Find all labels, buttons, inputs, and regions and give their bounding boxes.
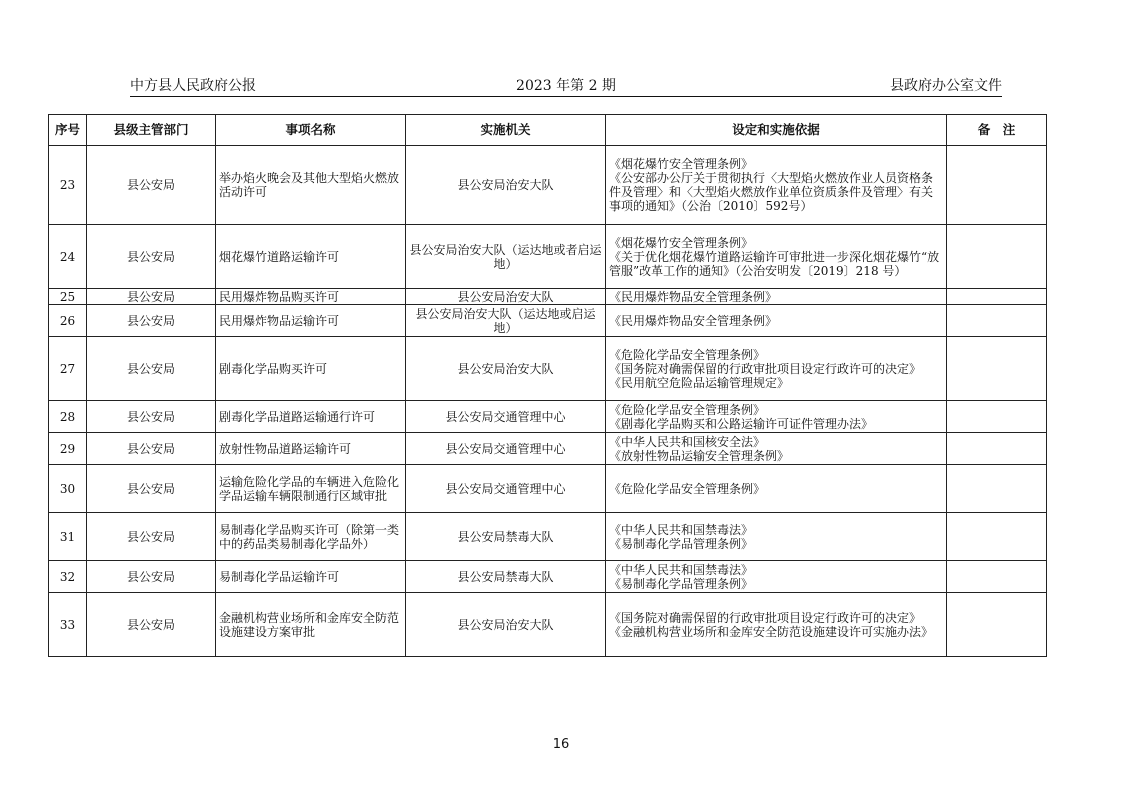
row-seq: 23	[49, 146, 87, 225]
header-issue: 2023 年第 2 期	[516, 78, 616, 94]
row-item: 运输危险化学品的车辆进入危险化学品运输车辆限制通行区域审批	[216, 465, 406, 513]
row-item: 民用爆炸物品购买许可	[216, 289, 406, 305]
basis-reference: 《放射性物品运输安全管理条例》	[609, 448, 790, 463]
page-header	[130, 76, 1002, 97]
row-seq: 28	[49, 401, 87, 433]
basis-reference: 《危险化学品安全管理条例》	[609, 481, 766, 496]
row-agency: 县公安局交通管理中心	[406, 401, 606, 433]
row-basis	[606, 593, 947, 657]
row-note	[947, 289, 1047, 305]
row-note	[947, 337, 1047, 401]
row-basis	[606, 401, 947, 433]
basis-reference: 《烟花爆竹安全管理条例》	[609, 235, 754, 250]
row-agency: 县公安局治安大队	[406, 289, 606, 305]
row-seq: 27	[49, 337, 87, 401]
table-row	[49, 146, 1047, 225]
row-basis	[606, 146, 947, 225]
basis-reference: 《剧毒化学品购买和公路运输许可证件管理办法》	[609, 416, 874, 431]
basis-reference: 《危险化学品安全管理条例》	[609, 402, 766, 417]
table-row	[49, 305, 1047, 337]
row-item: 金融机构营业场所和金库安全防范设施建设方案审批	[216, 593, 406, 657]
basis-reference: 《中华人民共和国核安全法》	[609, 434, 766, 449]
row-agency: 县公安局治安大队	[406, 337, 606, 401]
col-header-agency: 实施机关	[406, 115, 606, 146]
basis-reference: 《危险化学品安全管理条例》	[609, 347, 766, 362]
row-basis	[606, 465, 947, 513]
row-item: 举办焰火晚会及其他大型焰火燃放活动许可	[216, 146, 406, 225]
row-agency: 县公安局治安大队	[406, 146, 606, 225]
row-seq: 33	[49, 593, 87, 657]
table-header-row	[49, 115, 1047, 146]
page-number: 16	[552, 737, 570, 752]
row-item: 剧毒化学品道路运输通行许可	[216, 401, 406, 433]
row-basis	[606, 305, 947, 337]
row-dept: 县公安局	[87, 401, 216, 433]
row-item: 烟花爆竹道路运输许可	[216, 225, 406, 289]
row-dept: 县公安局	[87, 465, 216, 513]
basis-reference: 《国务院对确需保留的行政审批项目设定行政许可的决定》	[609, 610, 922, 625]
row-note	[947, 433, 1047, 465]
table-row	[49, 289, 1047, 305]
table-row	[49, 433, 1047, 465]
row-basis	[606, 289, 947, 305]
row-dept: 县公安局	[87, 289, 216, 305]
table-row	[49, 465, 1047, 513]
row-basis	[606, 337, 947, 401]
table-row	[49, 561, 1047, 593]
basis-reference: 《民用爆炸物品安全管理条例》	[609, 289, 778, 304]
row-note	[947, 401, 1047, 433]
table-row	[49, 401, 1047, 433]
row-agency: 县公安局禁毒大队	[406, 513, 606, 561]
row-seq: 26	[49, 305, 87, 337]
row-seq: 30	[49, 465, 87, 513]
row-item: 剧毒化学品购买许可	[216, 337, 406, 401]
col-header-note: 备 注	[947, 115, 1047, 146]
row-item: 易制毒化学品运输许可	[216, 561, 406, 593]
row-dept: 县公安局	[87, 146, 216, 225]
basis-reference: 《易制毒化学品管理条例》	[609, 576, 754, 591]
row-seq: 25	[49, 289, 87, 305]
row-agency: 县公安局治安大队（运达地或者启运地）	[406, 225, 606, 289]
col-header-basis: 设定和实施依据	[606, 115, 947, 146]
basis-reference: 《中华人民共和国禁毒法》	[609, 522, 754, 537]
basis-reference: 《关于优化烟花爆竹道路运输许可审批进一步深化烟花爆竹“放管服”改革工作的通知》（公治安明发〔2019〕218 号）	[609, 249, 940, 278]
table-row	[49, 225, 1047, 289]
row-seq: 32	[49, 561, 87, 593]
row-item: 民用爆炸物品运输许可	[216, 305, 406, 337]
table-row	[49, 513, 1047, 561]
table-row	[49, 337, 1047, 401]
row-note	[947, 513, 1047, 561]
row-dept: 县公安局	[87, 593, 216, 657]
row-agency: 县公安局交通管理中心	[406, 465, 606, 513]
basis-reference: 《中华人民共和国禁毒法》	[609, 562, 754, 577]
row-note	[947, 146, 1047, 225]
header-document-type: 县政府办公室文件	[890, 78, 1002, 94]
row-note	[947, 305, 1047, 337]
row-item: 放射性物品道路运输许可	[216, 433, 406, 465]
row-item: 易制毒化学品购买许可（除第一类中的药品类易制毒化学品外）	[216, 513, 406, 561]
row-agency: 县公安局治安大队（运达地或启运地）	[406, 305, 606, 337]
row-seq: 29	[49, 433, 87, 465]
col-header-seq: 序号	[49, 115, 87, 146]
row-dept: 县公安局	[87, 513, 216, 561]
row-seq: 31	[49, 513, 87, 561]
row-note	[947, 225, 1047, 289]
table-row	[49, 593, 1047, 657]
header-publication-name: 中方县人民政府公报	[130, 78, 256, 94]
row-basis	[606, 433, 947, 465]
row-dept: 县公安局	[87, 305, 216, 337]
basis-reference: 《民用爆炸物品安全管理条例》	[609, 313, 778, 328]
row-dept: 县公安局	[87, 561, 216, 593]
basis-reference: 《烟花爆竹安全管理条例》	[609, 157, 754, 171]
licensing-items-table	[48, 114, 1047, 657]
row-dept: 县公安局	[87, 225, 216, 289]
row-note	[947, 465, 1047, 513]
basis-reference: 《公安部办公厅关于贯彻执行〈大型焰火燃放作业人员资格条件及管理〉和〈大型焰火燃放作业单位资质条件及管理〉有关事项的通知》（公治〔2010〕592号）	[609, 171, 934, 213]
table-body	[49, 146, 1047, 657]
row-basis	[606, 561, 947, 593]
row-note	[947, 561, 1047, 593]
row-agency: 县公安局禁毒大队	[406, 561, 606, 593]
col-header-dept: 县级主管部门	[87, 115, 216, 146]
basis-reference: 《国务院对确需保留的行政审批项目设定行政许可的决定》	[609, 361, 922, 376]
basis-reference: 《易制毒化学品管理条例》	[609, 536, 754, 551]
row-dept: 县公安局	[87, 337, 216, 401]
row-note	[947, 593, 1047, 657]
row-seq: 24	[49, 225, 87, 289]
basis-reference: 《民用航空危险品运输管理规定》	[609, 375, 790, 390]
row-dept: 县公安局	[87, 433, 216, 465]
row-agency: 县公安局治安大队	[406, 593, 606, 657]
row-basis	[606, 225, 947, 289]
row-agency: 县公安局交通管理中心	[406, 433, 606, 465]
basis-reference: 《金融机构营业场所和金库安全防范设施建设许可实施办法》	[609, 624, 934, 639]
row-basis	[606, 513, 947, 561]
col-header-item: 事项名称	[216, 115, 406, 146]
